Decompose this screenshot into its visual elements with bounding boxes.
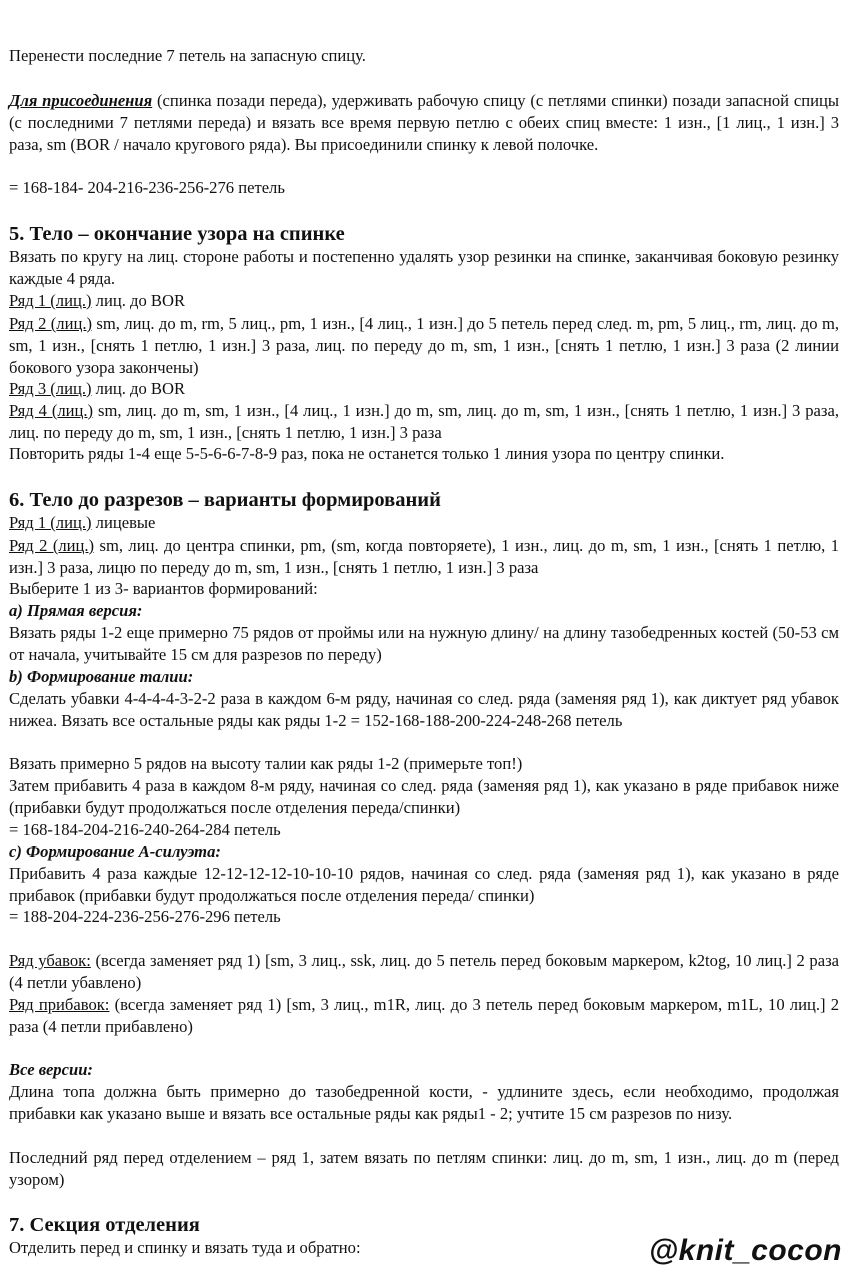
section-5-intro: Вязать по кругу на лиц. стороне работы и постепенно удалять узор резинки на спинке, заканчивая боковую резинку каждые 4 ряда. — [9, 247, 839, 288]
section-5-row-4 — [9, 400, 839, 444]
decrease-row — [9, 950, 839, 994]
join-lead: Для присоединения — [9, 91, 153, 110]
intro-transfer-text: Перенести последние 7 петель на запасную спицу. — [9, 46, 366, 65]
variant-a-text: Вязать ряды 1-2 еще примерно 75 рядов от проймы или на нужную длину/ на длину тазобедренных костей (50-53 см от начала, учитывайте 15 см для разрезов по переду) — [9, 623, 839, 664]
all-versions-last-row: Последний ряд перед отделением – ряд 1, затем вязать по петлям спинки: лиц. до m, sm, 1 изн., лиц. до m (перед узором) — [9, 1148, 839, 1189]
all-versions-title: Все версии: — [9, 1060, 93, 1079]
increase-row — [9, 994, 839, 1038]
row-label: Ряд 2 (лиц.) — [9, 536, 95, 555]
variant-b-waist: Вязать примерно 5 рядов на высоту талии как ряды 1-2 (примерьте топ!) — [9, 754, 523, 773]
row-label: Ряд 4 (лиц.) — [9, 401, 94, 420]
all-versions-length: Длина топа должна быть примерно до тазобедренной кости, - удлините здесь, если необходимо, продолжая прибавки как указано выше и вязать все остальные ряды как ряды1 - 2; учтите 15 см разрезов по низу. — [9, 1082, 839, 1123]
section-7-text: Отделить перед и спинку и вязать туда и обратно: — [9, 1238, 361, 1257]
row-text: лиц. до BOR — [91, 291, 186, 310]
section-7-title: 7. Секция отделения — [9, 1214, 200, 1236]
row-label: Ряд 2 (лиц.) — [9, 314, 93, 333]
watermark-handle: @knit_cocon — [648, 1234, 842, 1267]
section-6-title: 6. Тело до разрезов – варианты формирований — [9, 489, 441, 511]
section-5-row-3 — [9, 378, 839, 400]
section-6-choose: Выберите 1 из 3- вариантов формирований: — [9, 579, 318, 598]
row-text: лиц. до BOR — [91, 379, 186, 398]
variant-b-decreases: Сделать убавки 4-4-4-4-3-2-2 раза в каждом 6-м ряду, начиная со след. ряда (заменяя ряд 1), как диктует ряд убавок нижеа. Вязать все остальные ряды как ряды 1-2 = 152-168-188-200-224-248-268 петель — [9, 689, 839, 730]
join-text: (спинка позади переда), удерживать рабочую спицу (с петлями спинки) позади запасной спицы (с последними 7 петлями переда) и вязать все время первую петлю с обеих спиц вместе: 1 изн., [1 лиц., 1 изн.] 3 раза, sm (BOR / начало кругового ряда). Вы присоединили спинку к левой полочке. — [9, 91, 839, 154]
row-text: sm, лиц. до центра спинки, pm, (sm, когда повторяете), 1 изн., лиц. до m, sm, 1 изн., [снять 1 петлю, 1 изн.] 3 раза, лицю по переду до m, sm, 1 изн., [снять 1 петлю, 1 изн.] 3 раза — [9, 536, 839, 577]
intro-stitch-count: = 168-184- 204-216-236-256-276 петель — [9, 178, 285, 197]
section-6-row-1 — [9, 512, 839, 534]
row-label: Ряд прибавок: — [9, 995, 110, 1014]
variant-c-title: с) Формирование А-силуэта: — [9, 842, 221, 861]
section-5-repeat: Повторить ряды 1-4 еще 5-5-6-6-7-8-9 раз, пока не останется только 1 линия узора по центру спинки. — [9, 444, 725, 463]
row-text: sm, лиц. до m, sm, 1 изн., [4 лиц., 1 изн.] до m, sm, лиц. до m, sm, 1 изн., [снять 1 петлю, 1 изн.] 3 раза, лиц. по переду до m, sm, 1 изн., [снять 1 петлю, 1 изн.] 3 раза — [9, 401, 839, 442]
intro-join-paragraph — [9, 90, 839, 155]
section-5-row-2 — [9, 313, 839, 378]
variant-a-title: а) Прямая версия: — [9, 601, 143, 620]
variant-b-stitch-count: = 168-184-204-216-240-264-284 петель — [9, 820, 281, 839]
row-label: Ряд убавок: — [9, 951, 91, 970]
variant-b-increases: Затем прибавить 4 раза в каждом 8-м ряду, начиная со след. ряда (заменяя ряд 1), как указано в ряде прибавок ниже (прибавки будут продолжаться после отделения переда/спинки) — [9, 776, 839, 817]
row-label: Ряд 1 (лиц.) — [9, 513, 92, 532]
variant-c-stitch-count: = 188-204-224-236-256-276-296 петель — [9, 907, 281, 926]
row-text: лицевые — [91, 513, 156, 532]
section-6-row-2 — [9, 535, 839, 579]
row-label: Ряд 3 (лиц.) — [9, 379, 92, 398]
row-text: (всегда заменяет ряд 1) [sm, 3 лиц., m1R, лиц. до 3 петель перед боковым маркером, m1L, 10 лиц.] 2 раза (4 петли прибавлено) — [9, 995, 839, 1036]
row-label: Ряд 1 (лиц.) — [9, 291, 92, 310]
section-5-row-1 — [9, 290, 839, 312]
row-text: sm, лиц. до m, rm, 5 лиц., pm, 1 изн., [4 лиц., 1 изн.] до 5 петель перед след. m, pm, 5 лиц., rm, лиц. до m, sm, 1 изн., [снять 1 петлю, 1 изн.] 3 раза, лиц. по переду до m, sm, 1 изн., [снять 1 петлю, 1 изн.] 3 раза (2 линии бокового узора закончены) — [9, 314, 839, 377]
section-5-title: 5. Тело – окончание узора на спинке — [9, 223, 345, 245]
variant-c-text: Прибавить 4 раза каждые 12-12-12-12-10-10-10 рядов, начиная со след. ряда (заменяя ряд 1), как указано в ряде прибавок (прибавки будут продолжаться после отделения переда/ спинки) — [9, 864, 839, 905]
variant-b-title: b) Формирование талии: — [9, 667, 194, 686]
row-text: (всегда заменяет ряд 1) [sm, 3 лиц., ssk, лиц. до 5 петель перед боковым маркером, k2tog, 10 лиц.] 2 раза (4 петли убавлено) — [9, 951, 839, 992]
